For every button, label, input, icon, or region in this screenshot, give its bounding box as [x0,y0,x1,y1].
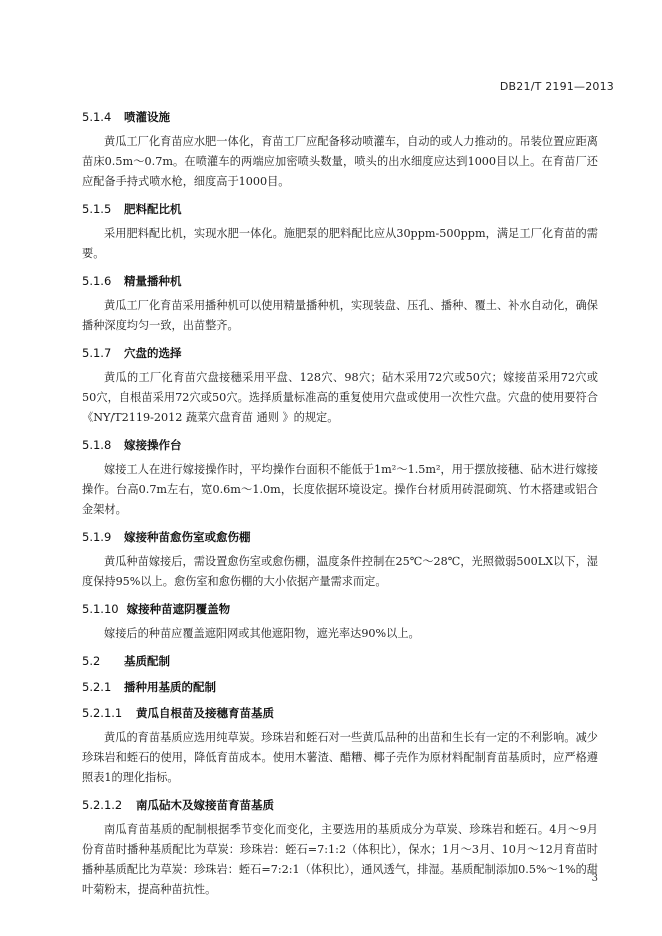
section-heading [82,652,598,670]
paragraph: 黄瓜工厂化育苗采用播种机可以使用精量播种机，实现装盘、压孔、播种、覆土、补水自动化，确保播种深度均匀一致，出苗整齐。 [82,299,598,332]
paragraph: 南瓜育苗基质的配制根据季节变化而变化，主要选用的基质成分为草炭、珍珠岩和蛭石。4月～9月份育苗时播种基质配比为草炭：珍珠岩：蛭石=7:1:2（体积比），保水；1月～3月、10月～12月育苗时播种基质配比为草炭：珍珠岩：蛭石=7:2:1（体积比），通风透气，排湿。基质配制添加0.5%～1%的甜叶菊粉末，提高种苗抗性。 [82,823,598,896]
section-title: 嫁接操作台 [124,438,182,452]
section-title: 南瓜砧木及嫁接苗育苗基质 [136,798,274,812]
section-title: 精量播种机 [124,274,182,288]
section-title: 嫁接种苗遮阴覆盖物 [126,602,231,616]
paragraph: 嫁接后的种苗应覆盖遮阳网或其他遮阳物，遮光率达90%以上。 [104,627,420,640]
section-heading [82,796,598,814]
section-number: 5.1.8 [82,438,112,452]
section-number: 5.2.1.1 [82,706,123,720]
section-number: 5.1.6 [82,274,112,288]
section-number: 5.1.4 [82,110,112,124]
paragraph: 黄瓜的工厂化育苗穴盘接穗采用平盘、128穴、98穴；砧木采用72穴或50穴；嫁接苗采用72穴或50穴，自根苗采用72穴或50穴。选择质量标准高的重复使用穴盘或使用一次性穴盘。穴盘的使用要符合《NY/T2119-2012 蔬菜穴盘育苗 通则 》的规定。 [82,371,598,424]
paragraph: 黄瓜工厂化育苗应水肥一体化，育苗工厂应配备移动喷灌车，自动的或人力推动的。吊装位置应距离苗床0.5m～0.7m。在喷灌车的两端应加密喷头数量，喷头的出水细度应达到1000目以上。在育苗厂还应配备手持式喷水枪，细度高于1000目。 [82,135,598,188]
section-heading [82,200,598,218]
section-heading [82,678,598,696]
section-heading [82,272,598,290]
section-number: 5.2 [82,654,101,668]
section-heading [82,436,598,454]
paragraph: 黄瓜的育苗基质应选用纯草炭。珍珠岩和蛭石对一些黄瓜品种的出苗和生长有一定的不利影响。减少珍珠岩和蛭石的使用，降低育苗成本。使用木薯渣、醋糟、椰子壳作为原材料配制育苗基质时，应严格遵照表1的理化指标。 [82,731,598,784]
section-heading [82,528,598,546]
page-number: 3 [591,873,598,884]
section-number: 5.1.10 [82,602,119,616]
paragraph: 采用肥料配比机，实现水肥一体化。施肥泵的肥料配比应从30ppm-500ppm，满足工厂化育苗的需要。 [82,227,598,260]
section-title: 基质配制 [124,654,170,668]
section-title: 播种用基质的配制 [124,680,216,694]
section-title: 黄瓜自根苗及接穗育苗基质 [136,706,274,720]
section-title: 穴盘的选择 [124,346,182,360]
document-body [82,100,598,906]
paragraph: 嫁接工人在进行嫁接操作时，平均操作台面积不能低于1m²～1.5m²，用于摆放接穗、砧木进行嫁接操作。台高0.7m左右，宽0.6m～1.0m，长度依据环境设定。操作台材质用砖混砌筑、竹木搭建或铝合金架材。 [82,463,598,516]
section-number: 5.1.5 [82,202,112,216]
section-number: 5.1.7 [82,346,112,360]
section-title: 肥料配比机 [124,202,182,216]
section-heading [82,344,598,362]
document-code: DB21/T 2191—2013 [499,80,614,93]
section-title: 嫁接种苗愈伤室或愈伤棚 [124,530,251,544]
section-number: 5.2.1.2 [82,798,123,812]
section-title: 喷灌设施 [124,110,170,124]
section-heading [82,704,598,722]
paragraph: 黄瓜种苗嫁接后，需设置愈伤室或愈伤棚，温度条件控制在25℃～28℃，光照微弱500LX以下，湿度保持95%以上。愈伤室和愈伤棚的大小依据产量需求而定。 [82,555,598,588]
section-number: 5.2.1 [82,680,112,694]
section-heading [82,600,598,618]
section-number: 5.1.9 [82,530,112,544]
section-heading [82,108,598,126]
